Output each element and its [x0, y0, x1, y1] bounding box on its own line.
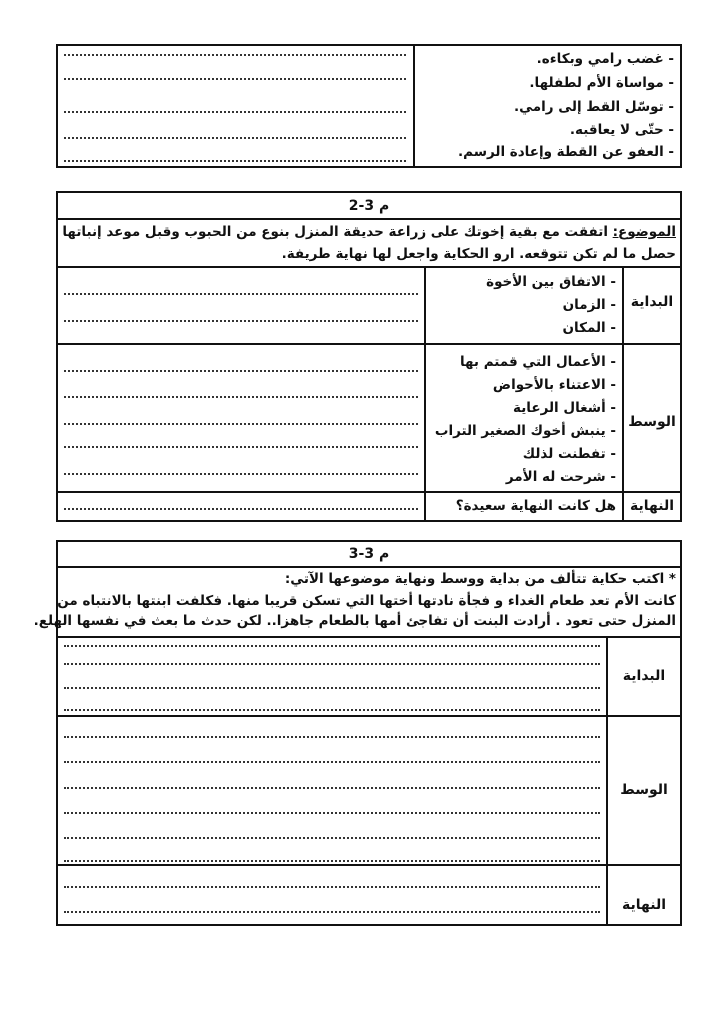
- section3-title: م 3-3: [348, 546, 390, 562]
- section2-middle-label: الوسط: [628, 414, 676, 430]
- section2-col-divider-left: [424, 266, 426, 522]
- middle-item: - الاعتناء بالأحواض: [492, 377, 616, 393]
- writing-line[interactable]: [64, 396, 418, 398]
- writing-line[interactable]: [64, 709, 600, 711]
- section1-divider: [413, 44, 415, 168]
- writing-line[interactable]: [64, 837, 600, 839]
- section2-title-divider: [56, 218, 682, 220]
- beginning-item: - الزمان: [562, 297, 616, 313]
- end-question: هل كانت النهاية سعيدة؟: [455, 498, 616, 514]
- section1-item: - حتّى لا يعاقبه.: [569, 122, 674, 138]
- section2-topic-line2: حصل ما لم تكن تتوقعه. ارو الحكاية واجعل لها نهاية طريفة.: [281, 246, 676, 262]
- section3-title-divider: [56, 566, 682, 568]
- section1-item: - العفو عن القطة وإعادة الرسم.: [457, 144, 674, 160]
- middle-item: - ينبش أخوك الصغير التراب: [434, 423, 616, 439]
- section2-beginning-label: البداية: [630, 294, 674, 310]
- writing-line[interactable]: [64, 761, 600, 763]
- section2-title: م 3-2: [348, 198, 390, 214]
- section1-writing-line[interactable]: [64, 160, 406, 162]
- writing-line[interactable]: [64, 320, 418, 322]
- section3-story-line1: كانت الأم تعد طعام الغداء و فجأة نادتها أختها التي تسكن قريبا منها. فكلفت ابنتها بالانتباه من: [57, 593, 676, 609]
- writing-line[interactable]: [64, 787, 600, 789]
- writing-line[interactable]: [64, 645, 600, 647]
- writing-line[interactable]: [64, 446, 418, 448]
- writing-line[interactable]: [64, 911, 600, 913]
- section2-row-divider: [56, 343, 682, 345]
- writing-line[interactable]: [64, 293, 418, 295]
- section3-story-line2: المنزل حتى تعود . أرادت البنت أن تفاجئ أمها بالطعام جاهزا.. لكن حدث ما بعث في نفسها الهلع.: [33, 613, 676, 629]
- middle-item: - تفطنت لذلك: [522, 446, 616, 462]
- section3-header-divider: [56, 636, 682, 638]
- middle-item: - شرحت له الأمر: [505, 469, 616, 485]
- section2-row-divider: [56, 491, 682, 493]
- writing-line[interactable]: [64, 473, 418, 475]
- section3-middle-label: الوسط: [620, 782, 668, 798]
- section3-row-divider: [56, 715, 682, 717]
- section2-end-label: النهاية: [629, 498, 675, 514]
- section1-item: - توسّل القط إلى رامي.: [513, 99, 674, 115]
- writing-line[interactable]: [64, 860, 600, 862]
- section3-beginning-label: البداية: [622, 668, 666, 684]
- section3-instruction: * اكتب حكاية تتألف من بداية ووسط ونهاية موضوعها الآتي:: [284, 571, 676, 587]
- topic-text: اتفقت مع بقية إخوتك على زراعة حديقة المنزل بنوع من الحبوب وقبل موعد إنباتها: [62, 224, 613, 240]
- section2-topic-line1: [62, 223, 676, 241]
- writing-line[interactable]: [64, 663, 600, 665]
- section1-writing-line[interactable]: [64, 111, 406, 113]
- writing-line[interactable]: [64, 886, 600, 888]
- writing-line[interactable]: [64, 370, 418, 372]
- section1-item: - مواساة الأم لطفلها.: [529, 75, 674, 91]
- section1-writing-line[interactable]: [64, 54, 406, 56]
- section3-end-label: النهاية: [621, 897, 667, 913]
- section1-writing-line[interactable]: [64, 137, 406, 139]
- section3-row-divider: [56, 864, 682, 866]
- middle-item: - أشغال الرعاية: [513, 400, 616, 416]
- writing-line[interactable]: [64, 508, 418, 510]
- section2-header-divider: [56, 266, 682, 268]
- section1-writing-line[interactable]: [64, 78, 406, 80]
- writing-line[interactable]: [64, 812, 600, 814]
- writing-line[interactable]: [64, 687, 600, 689]
- section1-item: - غضب رامي وبكاءه.: [536, 51, 674, 67]
- beginning-item: - الاتفاق بين الأخوة: [486, 274, 616, 290]
- writing-line[interactable]: [64, 736, 600, 738]
- middle-item: - الأعمال التي قمتم بها: [459, 354, 616, 370]
- topic-label: الموضوع:: [612, 224, 676, 240]
- beginning-item: - المكان: [562, 320, 616, 336]
- writing-line[interactable]: [64, 423, 418, 425]
